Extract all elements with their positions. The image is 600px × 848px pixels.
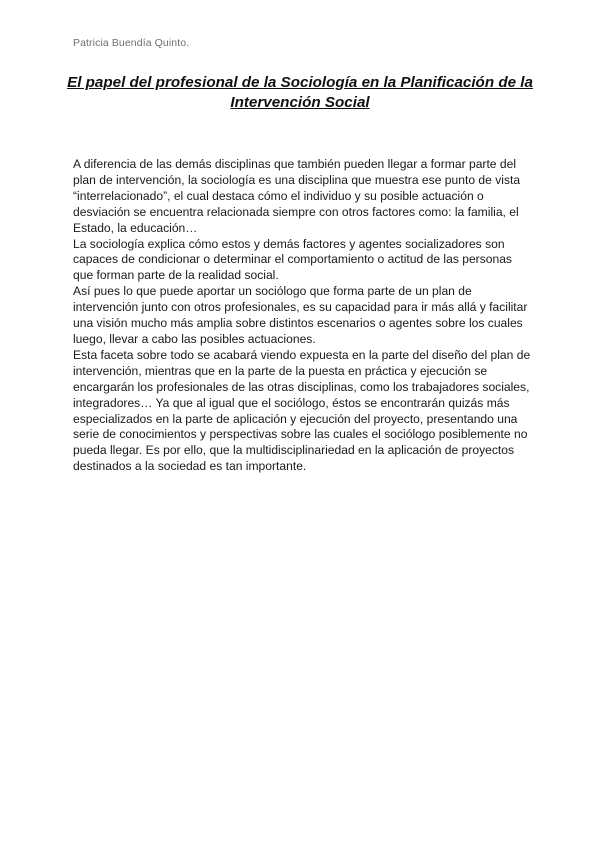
paragraph: Así pues lo que puede aportar un sociólogo que forma parte de un plan de intervención junto con otros profesionales, es su capacidad para ir más allá y facilitar una visión mucho más amplia sobre distintos escenarios o agentes sobre los cuales luego, llevar a cabo las posibles actuaciones. [73, 284, 528, 346]
document-body [73, 157, 533, 475]
paragraph: Esta faceta sobre todo se acabará viendo expuesta en la parte del diseño del plan de intervención, mientras que en la parte de la puesta en práctica y ejecución se encargarán los profesionales de las otras disciplinas, como los trabajadores sociales, integradores… Ya que al igual que el sociólogo, éstos se encontrarán quizás más especializados en la parte de aplicación y ejecución del proyecto, presentando una serie de conocimientos y perspectivas sobre las cuales el sociólogo posiblemente no pueda llegar. Es por ello, que la multidisciplinariedad en la aplicación de proyectos destinados a la sociedad es tan importante. [73, 347, 531, 474]
paragraph: La sociología explica cómo estos y demás factores y agentes socializadores son capaces de condicionar o determinar el comportamiento o actitud de las personas que forman parte de la realidad social. [73, 236, 512, 283]
paragraph: A diferencia de las demás disciplinas que también pueden llegar a formar parte del plan de intervención, la sociología es una disciplina que muestra ese punto de vista “interrelacionado”, el cual destaca cómo el individuo y su posible actuación o desviación se encuentra relacionada siempre con otros factores como: la familia, el Estado, la educación… [73, 157, 521, 235]
author-name: Patricia Buendía Quinto. [73, 37, 190, 49]
document-title: El papel del profesional de la Sociología en la Planificación de la Intervención Social [67, 74, 533, 111]
